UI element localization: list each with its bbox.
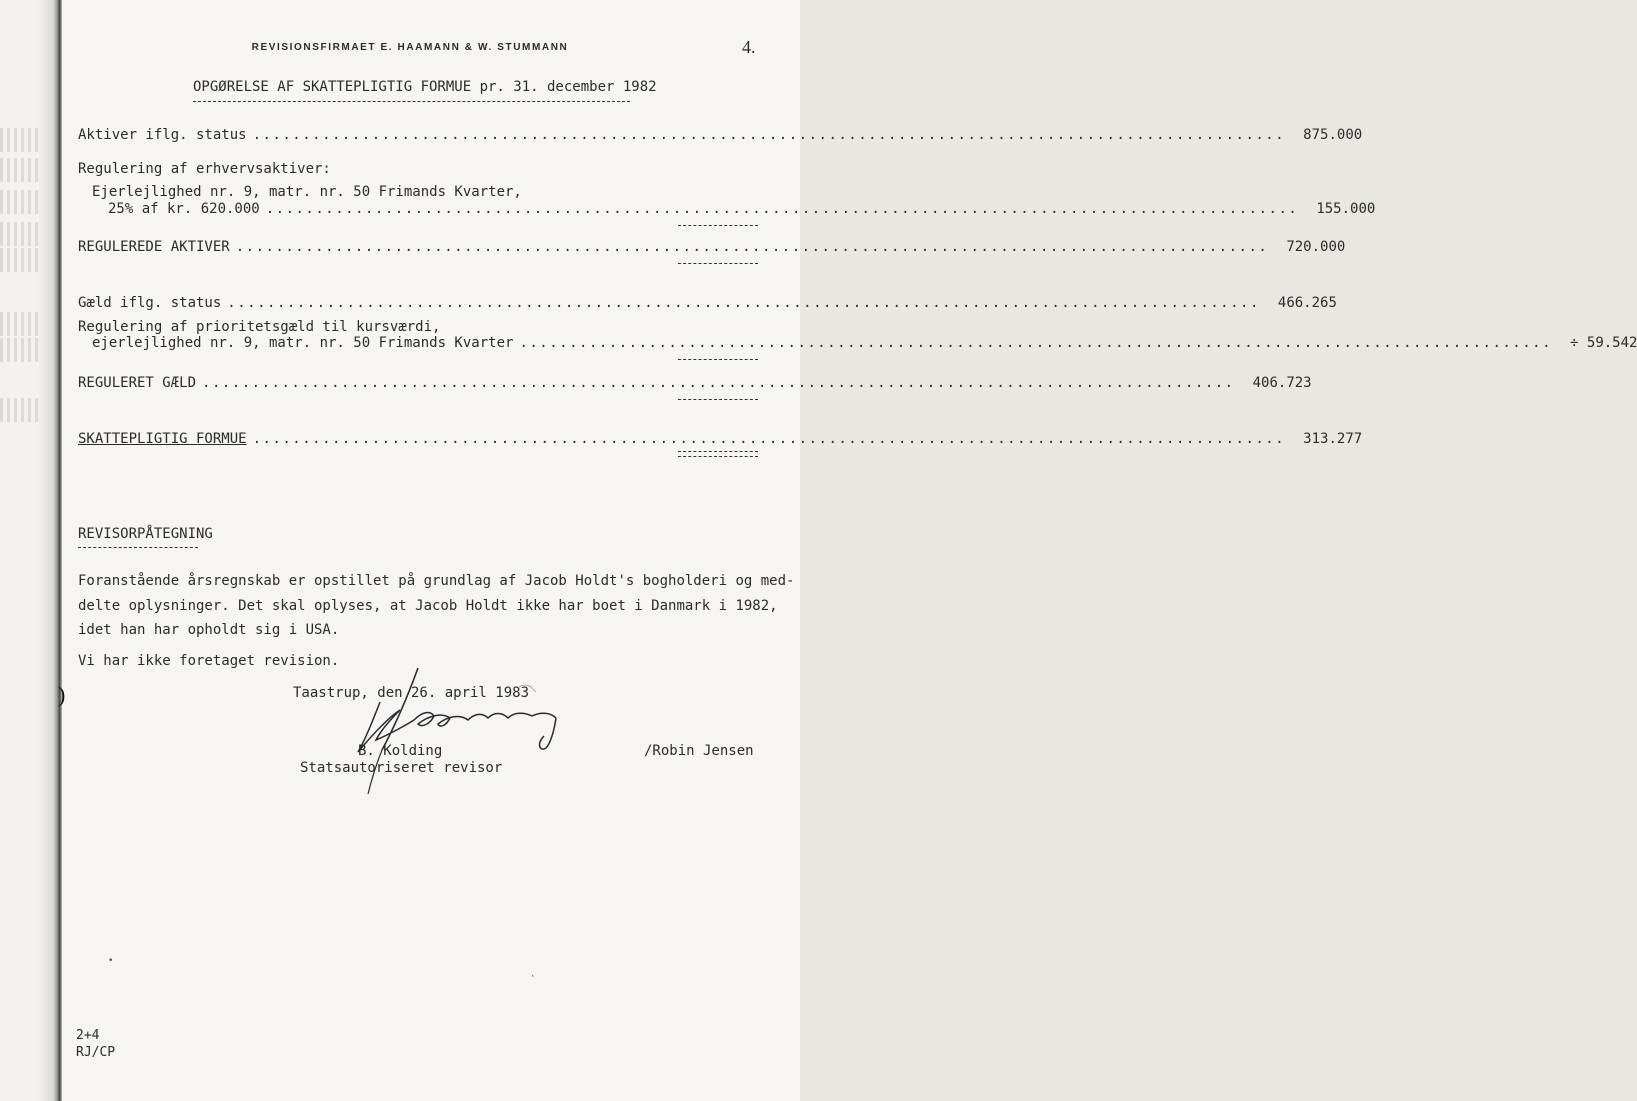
- dot-leader: ........................................................................................................: [519, 335, 1553, 351]
- signatory-title: Statsautoriseret revisor: [300, 760, 503, 776]
- bleed-through-mark: [0, 312, 40, 336]
- heading-underline: [78, 547, 198, 548]
- binding-mark: ): [58, 682, 66, 707]
- title-underline: [193, 101, 630, 102]
- auditor-note-line-1: Foranstående årsregnskab er opstillet på grundlag af Jacob Holdt's bogholderi og med-: [78, 573, 795, 589]
- debt-amount: 466.265: [1277, 295, 1337, 311]
- adjustment-label: 25% af kr. 620.000: [108, 201, 260, 217]
- dot-leader: ........................................................................................................: [227, 295, 1260, 311]
- debt-label: Gæld iflg. status: [78, 295, 222, 311]
- adjusted-assets-row: [78, 238, 1346, 256]
- statement-title: OPGØRELSE AF SKATTEPLIGTIG FORMUE pr. 31. december 1982: [193, 79, 657, 95]
- assets-row: [78, 126, 1363, 144]
- assets-label: Aktiver iflg. status: [78, 127, 247, 143]
- page-number: 4.: [742, 37, 756, 57]
- auditor-note-heading: REVISORPÅTEGNING: [78, 526, 213, 542]
- assets-amount: 875.000: [1303, 127, 1363, 143]
- paper-speck: •: [108, 956, 114, 966]
- bleed-through-mark: [0, 158, 40, 182]
- adjusted-debt-amount: 406.723: [1252, 375, 1312, 391]
- dot-leader: ........................................................................................................: [252, 431, 1286, 447]
- debt-adjustment-row: [92, 334, 1637, 352]
- paper-speck: ·: [530, 972, 536, 982]
- adjustment-line-1: Ejerlejlighed nr. 9, matr. nr. 50 Frimands Kvarter,: [92, 184, 522, 200]
- bleed-through-mark: [0, 248, 40, 272]
- handwritten-signature: [318, 660, 578, 800]
- sum-rule: [678, 399, 758, 400]
- place-and-date: Taastrup, den 26. april 1983: [293, 685, 530, 701]
- debt-adjustment-line-1: Regulering af prioritetsgæld til kursværdi,: [78, 319, 441, 335]
- debt-row: [78, 294, 1337, 312]
- taxable-row: [78, 430, 1363, 448]
- sum-rule: [678, 225, 758, 226]
- taxable-amount: 313.277: [1303, 431, 1363, 447]
- bleed-through-mark: [0, 222, 40, 246]
- auditor-note-line-2: delte oplysninger. Det skal oplyses, at Jacob Holdt ikke har boet i Danmark i 1982,: [78, 598, 778, 614]
- sum-rule: [678, 451, 758, 452]
- double-sum-rule: [678, 456, 758, 457]
- bleed-through-mark: [0, 398, 40, 422]
- debt-adjustment-label: ejerlejlighed nr. 9, matr. nr. 50 Frimands Kvarter: [92, 335, 514, 351]
- bleed-through-mark: [0, 190, 40, 214]
- adjusted-assets-amount: 720.000: [1286, 239, 1346, 255]
- adjustment-heading: Regulering af erhvervsaktiver:: [78, 161, 331, 177]
- sum-rule: [678, 263, 758, 264]
- footer-reference-2: RJ/CP: [76, 1045, 116, 1060]
- signatory-name: B. Kolding: [358, 743, 443, 759]
- taxable-label: SKATTEPLIGTIG FORMUE: [78, 431, 247, 447]
- dot-leader: ........................................................................................................: [202, 375, 1235, 391]
- firm-letterhead: REVISIONSFIRMAET E. HAAMANN & W. STUMMANN: [251, 42, 569, 53]
- debt-adjustment-amount: ÷ 59.542: [1570, 335, 1637, 351]
- carbon-copy-name: /Robin Jensen: [644, 743, 754, 759]
- adjustment-amount: 155.000: [1316, 201, 1376, 217]
- adjustment-row: [108, 200, 1376, 218]
- auditor-note-line-3: idet han har opholdt sig i USA.: [78, 622, 340, 638]
- bleed-through-mark: [0, 128, 40, 152]
- footer-reference-1: 2+4: [76, 1028, 100, 1043]
- adjusted-debt-row: [78, 374, 1312, 392]
- dot-leader: ........................................................................................................: [235, 239, 1269, 255]
- sum-rule: [678, 359, 758, 360]
- adjusted-assets-label: REGULEREDE AKTIVER: [78, 239, 230, 255]
- adjusted-debt-label: REGULERET GÆLD: [78, 375, 197, 391]
- dot-leader: ........................................................................................................: [265, 201, 1299, 217]
- bleed-through-mark: [0, 338, 40, 362]
- auditor-note-line-4: Vi har ikke foretaget revision.: [78, 653, 340, 669]
- dot-leader: ........................................................................................................: [252, 127, 1286, 143]
